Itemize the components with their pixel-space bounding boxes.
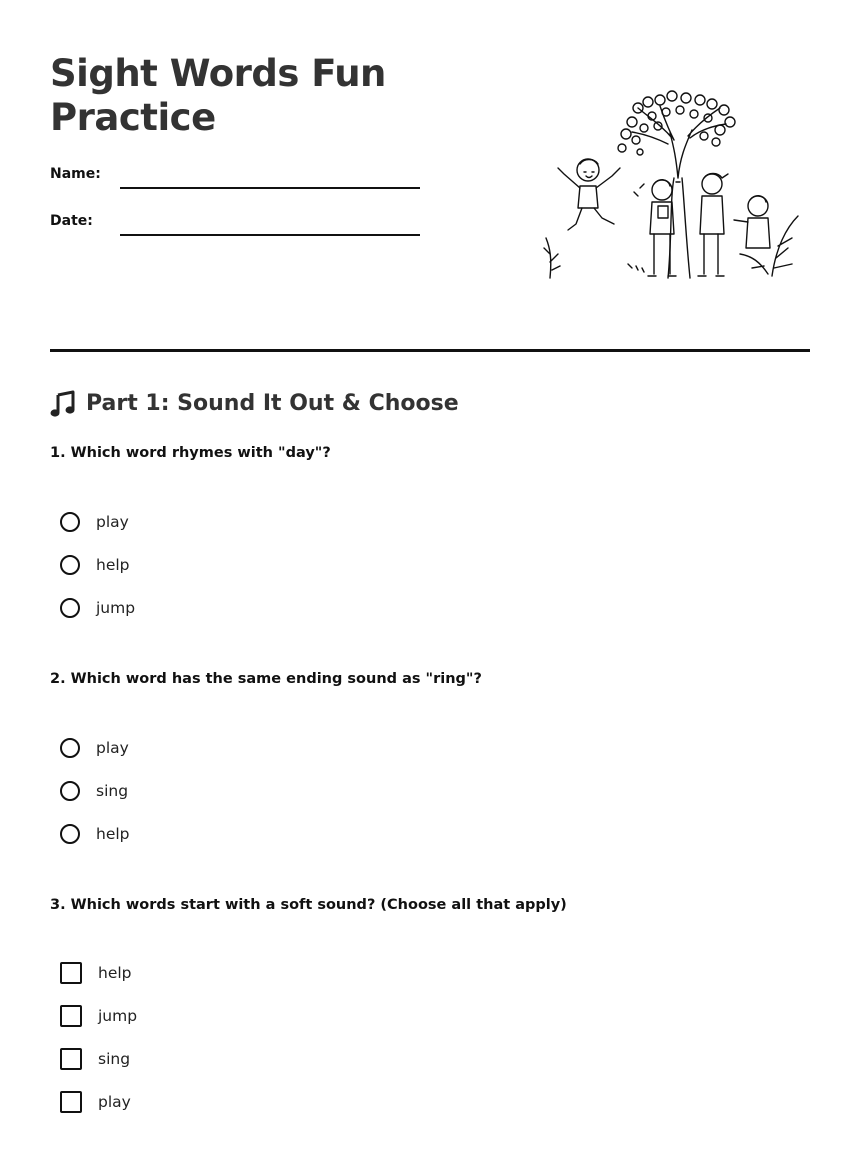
children-playing-illustration: [540, 78, 802, 284]
question-3: 3. Which words start with a soft sound? (Choose all that apply): [50, 897, 567, 913]
part1-heading: [50, 388, 459, 420]
date-field[interactable]: [120, 234, 420, 236]
page-title: Sight Words Fun Practice: [50, 52, 386, 139]
option-label: play: [96, 513, 129, 531]
option-label: play: [96, 739, 129, 757]
option-label: sing: [96, 782, 129, 800]
q1-option-play[interactable]: [60, 510, 129, 534]
question-1: 1. Which word rhymes with "day"?: [50, 445, 331, 461]
radio-button[interactable]: [60, 738, 80, 758]
q3-option-help[interactable]: [60, 961, 132, 985]
q2-option-help[interactable]: [60, 822, 130, 846]
radio-button[interactable]: [60, 598, 80, 618]
option-label: play: [98, 1093, 131, 1111]
date-label: Date:: [50, 213, 93, 229]
part1-heading-text: Part 1: Sound It Out & Choose: [86, 391, 459, 416]
option-label: sing: [98, 1050, 131, 1068]
radio-button[interactable]: [60, 781, 80, 801]
option-label: help: [96, 825, 130, 843]
section-divider: [50, 349, 810, 352]
radio-button[interactable]: [60, 824, 80, 844]
q1-option-help[interactable]: [60, 553, 130, 577]
name-field[interactable]: [120, 187, 420, 189]
q3-option-sing[interactable]: [60, 1047, 130, 1071]
option-label: help: [96, 556, 130, 574]
question-2: 2. Which word has the same ending sound as "ring"?: [50, 671, 482, 687]
music-note-icon: [50, 390, 76, 418]
option-label: jump: [96, 599, 136, 617]
checkbox[interactable]: [60, 962, 82, 984]
option-label: jump: [98, 1007, 138, 1025]
checkbox[interactable]: [60, 1091, 82, 1113]
checkbox[interactable]: [60, 1048, 82, 1070]
name-label: Name:: [50, 166, 101, 182]
option-label: help: [98, 964, 132, 982]
q3-option-play[interactable]: [60, 1090, 131, 1114]
checkbox[interactable]: [60, 1005, 82, 1027]
q2-option-sing[interactable]: [60, 779, 128, 803]
radio-button[interactable]: [60, 555, 80, 575]
q3-option-jump[interactable]: [60, 1004, 137, 1028]
radio-button[interactable]: [60, 512, 80, 532]
q1-option-jump[interactable]: [60, 596, 135, 620]
q2-option-play[interactable]: [60, 736, 129, 760]
